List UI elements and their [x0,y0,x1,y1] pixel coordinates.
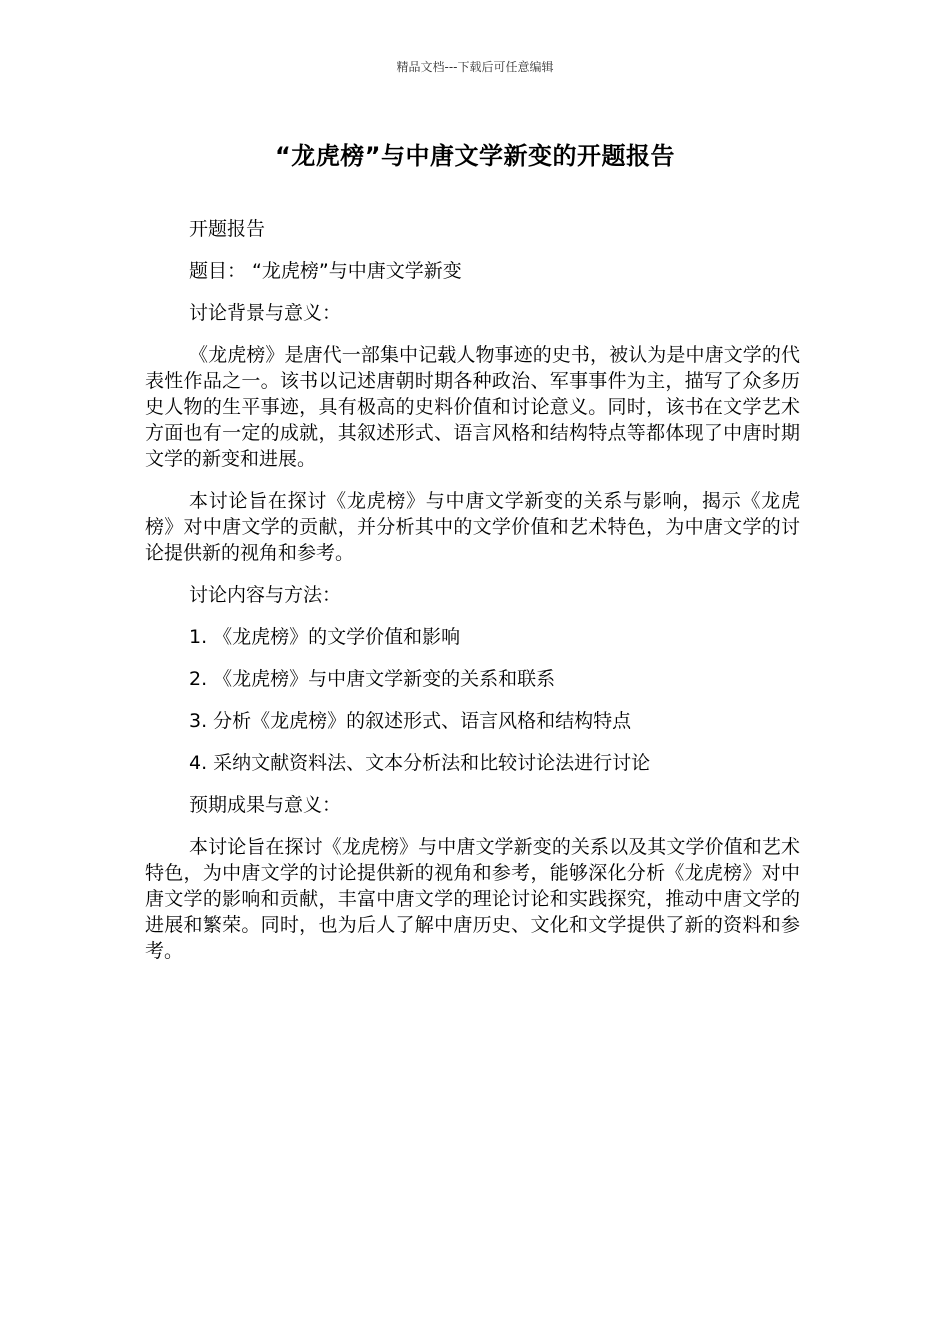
method-heading: 讨论内容与方法： [189,584,342,606]
results-paragraph: 本讨论旨在探讨《龙虎榜》与中唐文学新变的关系以及其文学价值和艺术特色，为中唐文学的讨论提供新的视角和参考，能够深化分析《龙虎榜》对中唐文学的影响和贡献，丰富中唐文学的理论讨论和实践探究，推动中唐文学的进展和繁荣。同时，也为后人了解中唐历史、文化和文学提供了新的资料和参考。 [145,836,800,962]
method-item-2: 2. 《龙虎榜》与中唐文学新变的关系和联系 [189,668,556,690]
background-paragraph-2: 本讨论旨在探讨《龙虎榜》与中唐文学新变的关系与影响，揭示《龙虎榜》对中唐文学的贡献，并分析其中的文学价值和艺术特色，为中唐文学的讨论提供新的视角和参考。 [145,490,800,564]
results-heading: 预期成果与意义： [189,794,342,816]
document-body [145,216,800,980]
method-item-3: 3. 分析《龙虎榜》的叙述形式、语言风格和结构特点 [189,710,632,732]
topic-line: 题目： “龙虎榜”与中唐文学新变 [189,260,462,282]
document-title: “龙虎榜”与中唐文学新变的开题报告 [274,142,676,170]
background-heading: 讨论背景与意义： [189,302,342,324]
method-item-1: 1. 《龙虎榜》的文学价值和影响 [189,626,461,648]
report-label: 开题报告 [189,218,266,240]
header-note: 精品文档---下载后可任意编辑 [396,60,554,74]
background-paragraph-1: 《龙虎榜》是唐代一部集中记载人物事迹的史书，被认为是中唐文学的代表性作品之一。该书以记述唐朝时期各种政治、军事事件为主，描写了众多历史人物的生平事迹，具有极高的史料价值和讨论意义。同时，该书在文学艺术方面也有一定的成就，其叙述形式、语言风格和结构特点等都体现了中唐时期文学的新变和进展。 [145,344,800,470]
method-item-4: 4. 采纳文献资料法、文本分析法和比较讨论法进行讨论 [189,752,651,774]
